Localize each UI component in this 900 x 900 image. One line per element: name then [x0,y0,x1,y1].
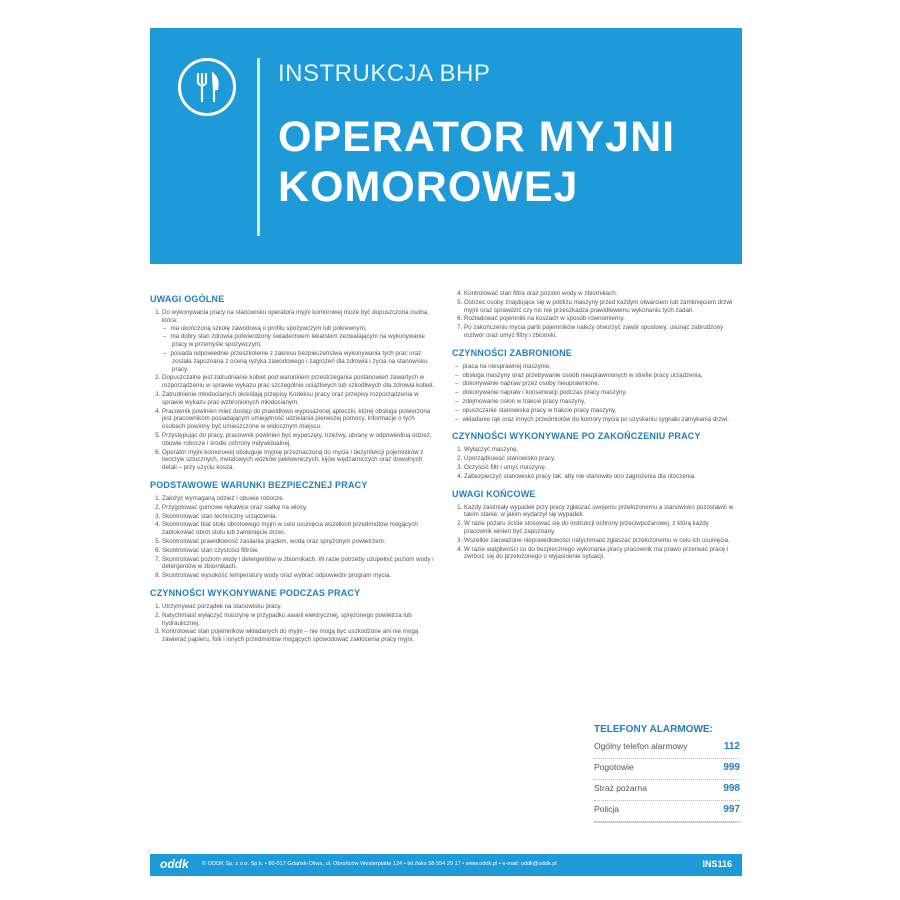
list-item: 4. Kontrolować stan filtra oraz poziom wody w zbiornikach. [464,290,738,298]
phone-label: Straż pożarna [594,783,647,793]
after-list [452,446,738,480]
header-divider [257,58,260,236]
list-item: 2. W razie pożaru ściśle stosować się do instrukcji ochrony przeciwpożarowej, z którą każdy pracownik winien być zapoznany. [464,520,738,536]
list-item: – praca na niesprawnej maszynie, [464,363,738,371]
title-line-2: KOMOROWEJ [278,163,579,211]
list-item: 2. Natychmiast wyłączyć maszynę w przypadku awarii elektrycznej, sprężonego powietrza lub hydraulicznej. [162,612,436,628]
list-item: 3. Skontrolować stan techniczny urządzenia. [162,513,436,521]
phone-number: 998 [723,783,740,794]
list-item: 5. Skontrolować prawidłowość zasilania prądem, wodą oraz sprężonym powietrzem. [162,538,436,546]
section-heading-during: CZYNNOŚCI WYKONYWANE PODCZAS PRACY [150,587,361,598]
right-column [452,290,738,569]
section-heading-final: UWAGI KOŃCOWE [452,488,536,499]
list-item: 1. Każdy zaistniały wypadek przy pracy zgłaszać swojemu przełożonemu a stanowisko pozostawić w takim stanie, w jakim wydarzył się wypadek. [464,504,738,520]
list-item: 7. Po zakończeniu mycia partii pojemników należy otworzyć zawór spustowy, usunąć zabrudzony roztwór oraz umyć filtry i zbiorniki. [464,324,738,340]
conditions-list [150,495,436,580]
phone-number: 999 [723,762,740,773]
list-item: 1. Do wykonywania pracy na stanowisku operatora myjni komorowej może być dopuszczona osoba, która: – ma ukończoną szkołę zawodową o profilu spożywczym lub pokrewnym, – ma dobry stan zdrowia potwierdzony świadectwem lekarskim zezwalającym na wykonywanie pracy w przemyśle spożywczym, – posiada odpowiednie przeszkolenie z zakresu bezpieczeństwa wykonywania tych prac oraz została zapoznana z oceną ryzyka zawodowego i zagrożeń dla zdrowia i życia na stanowisku pracy. [162,309,436,373]
phone-label: Ogólny telefon alarmowy [594,741,688,751]
during-list [150,603,436,644]
list-item: 3. Wszelkie zauważone nieprawidłowości natychmiast zgłaszać przełożonemu w celu ich usunięcia. [464,537,738,545]
list-item: 1. Założyć wymaganą odzież i obuwie robocze. [162,495,436,503]
left-column [150,290,436,652]
list-item: 5. Ostrzec osoby znajdujące się w pobliżu maszyny przed każdym otwarciem lub zamknięciem drzwi myjni oraz sprawdzić czy nic nie przeszkadza prawidłowemu wykonaniu tych zadań. [464,299,738,315]
final-list [452,504,738,562]
list-item: 7. Skontrolować poziom wody i detergentów w zbiornikach. W razie potrzeby uzupełnić poziom wody i detergentów w zbiornikach. [162,556,436,572]
document-title [278,112,675,212]
phone-row [594,741,740,759]
list-item: – wkładanie rąk oraz innych przedmiotów do komory mycia po uzyskaniu sygnału zamykania drzwi. [464,416,738,424]
list-item: 6. Operator myjni komorowej obsługuje myjnię przeznaczoną do mycia i dezynfekcji pojemników z tworzyw sztucznych, metalowych wózków pekłowniczych, kijów wędzarniczych oraz dowolnych detali – przy użyciu kosza. [162,449,436,472]
list-item: 2. Przygotować gumowe rękawice oraz siatkę na włosy. [162,504,436,512]
section-heading-forbidden: CZYNNOŚCI ZABRONIONE [452,347,573,358]
phone-label: Pogotowie [594,762,634,772]
emergency-phones [594,724,740,825]
phone-row [594,783,740,801]
footer-bar [150,854,742,876]
list-item: – ma ukończoną szkołę zawodową o profilu spożywczym lub pokrewnym, [172,325,436,333]
footer-logo: oddk [160,857,189,871]
list-item: 1. Wyłączyć maszynę. [464,446,738,454]
document-code: INS116 [702,859,732,869]
list-item: 4. Zabezpieczyć stanowisko pracy tak, aby nie stanowiło ono zagrożenia dla otoczenia. [464,473,738,481]
list-item: 1. Utrzymywać porządek na stanowisku pracy. [162,603,436,611]
list-item: 2. Uporządkować stanowisko pracy. [464,455,738,463]
list-item: 5. Przystępując do pracy, pracownik powinien być wypoczęty, trzeźwy, ubrany w odpowiednią odzież, obuwie robocze i środki ochrony indywidualnej. [162,432,436,448]
section-heading-after: CZYNNOŚCI WYKONYWANE PO ZAKOŃCZENIU PRACY [452,431,701,442]
list-item: 6. Skontrolować stan czystości filtrów. [162,547,436,555]
phone-number: 112 [723,741,740,752]
list-item: – dokonywanie napraw i konserwacji podczas pracy maszyny, [464,389,738,397]
list-item: 3. Kontrolować stan pojemników wkładanych do myjni – nie mogą być uszkodzone ani nie mogą zawierać papieru, folii i innych przedmiotów mogących spowodować zakłócenia pracy myjni. [162,628,436,644]
phones-heading: TELEFONY ALARMOWE: [594,724,713,735]
list-item: 6. Rozładować pojemniki na koszach w sposób równomierny. [464,315,738,323]
fork-knife-icon [178,58,236,116]
list-item: 4. Pracownik powinien mieć dostęp do prawidłowo wyposażonej apteczki, której obsługa powierzona jest pracownikom posiadającym umiejętność udzielania pierwszej pomocy. Informacje o tych osobach powinny być umieszczone w widocznym miejscu. [162,408,436,431]
list-item: – opuszczanie stanowiska pracy w trakcie pracy maszyny, [464,407,738,415]
list-item: – ma dobry stan zdrowia potwierdzony świadectwem lekarskim zezwalającym na wykonywanie pracy w przemyśle spożywczym, [172,333,436,349]
phone-label: Policja [594,804,620,814]
list-item: 3. Zatrudnienie młodocianych określają przepisy Kodeksu pracy oraz przepisy rozporządzenia w sprawie wykazu prac wzbronionych młodocianym. [162,391,436,407]
footer-info: © ODDK Sp. z o.o. Sp.k. • 80-017 Gdańsk-Oliwa, ul. Obrońców Westerplatte 124 • tel./faks 58 554 29 17 • www.oddk.pl • e-mail: oddk@oddk.pl [202,861,557,867]
list-item: 3. Oczyścić filtr i umyć maszynę. [464,464,738,472]
title-line-1: OPERATOR MYJNI [278,113,676,161]
list-item: – dokonywanie napraw przez osoby nieuprawnione, [464,380,738,388]
phone-row [594,804,740,822]
during-list-continued [452,290,738,340]
list-item: – obsługa maszyny oraz przebywanie osoób nieuprawnionych w strefie pracy urządzenia, [464,372,738,380]
list-item: 4. W razie wątpliwości co do bezpiecznego wykonania pracy pracownik ma prawo przerwać pracę i zwrócić się do przełożonego o wyjaśnienie sytuacji. [464,546,738,562]
forbidden-list [452,363,738,424]
header-banner [150,28,742,264]
list-item: 4. Skontrolować blat stołu obrotowego myjni w celu usunięcia wszelkich przedmiotów mogących zablokować obrót stołu lub zamknięcie drzwi. [162,521,436,537]
instruction-sheet [150,28,742,880]
general-list [150,309,436,472]
sub-list [162,325,436,374]
phones-divider [594,822,740,823]
phone-row [594,762,740,780]
list-item: – posiada odpowiednie przeszkolenie z zakresu bezpieczeństwa wykonywania tych prac oraz została zapoznana z oceną ryzyka zawodowego i zagrożeń dla zdrowia i życia na stanowisku pracy. [172,350,436,373]
list-item: 8. Skontrolować wysokość temperatury wody oraz wybrać odpowiedni program mycia. [162,572,436,580]
section-heading-conditions: PODSTAWOWE WARUNKI BEZPIECZNEJ PRACY [150,479,368,490]
list-item: – zdejmowanie osłon w trakcie pracy maszyny, [464,398,738,406]
document-subtitle: INSTRUKCJA BHP [278,60,491,87]
list-item: 2. Dopuszczalne jest zatrudnianie kobiet pod warunkiem przestrzegania postanowień zawartych w rozporządzeniu w sprawie wykazu prac szczególnie uciążliwych lub szkodliwych dla zdrowia kobiet. [162,374,436,390]
phone-number: 997 [723,804,740,815]
section-heading-general: UWAGI OGÓLNE [150,294,225,304]
